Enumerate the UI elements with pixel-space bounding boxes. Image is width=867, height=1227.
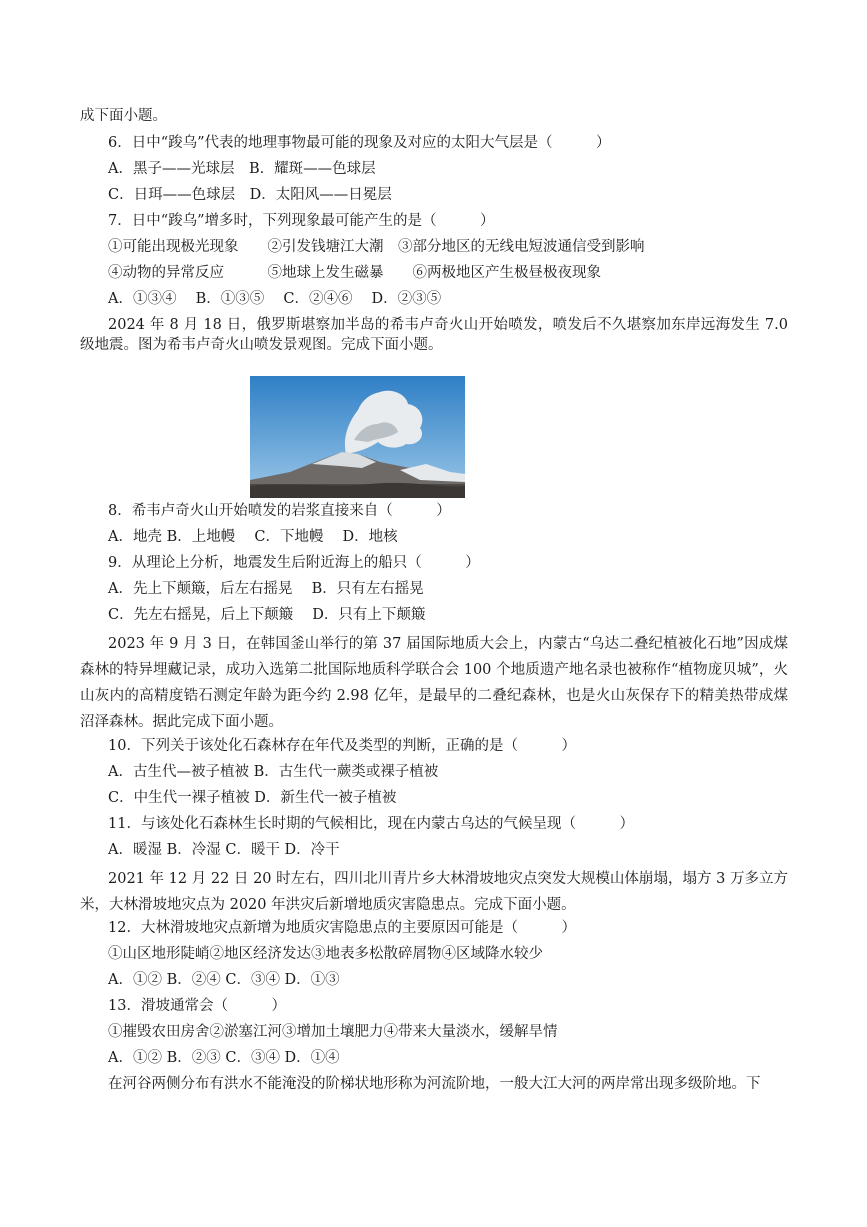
question-12: 12．大林滑坡地灾点新增为地质灾害隐患点的主要原因可能是（ ） [108,920,576,936]
question-6: 6．日中“踆乌”代表的地理事物最可能的现象及对应的太阳大气层是（ ） [108,135,611,151]
passage-river-terrace: 在河谷两侧分布有洪水不能淹没的阶梯状地形称为河流阶地，一般大江大河的两岸常出现多级阶地。下 [108,1076,761,1092]
question-7: 7．日中“踆乌”增多时，下列现象最可能产生的是（ ） [108,213,495,229]
question-13: 13．滑坡通常会（ ） [108,998,286,1014]
options-6a: A．黑子——光球层 B．耀斑——色球层 [108,161,376,177]
options-6b: C．日珥——色球层 D．太阳风——日冕层 [108,187,392,203]
question-8: 8．希韦卢奇火山开始喷发的岩浆直接来自（ ） [108,503,451,519]
text-line: 成下面小题。 [80,108,167,124]
options-11: A．暖湿 B．冷湿 C．暖干 D．冷干 [108,842,340,858]
statements-13: ①摧毁农田房舍②淤塞江河③增加土壤肥力④带来大量淡水，缓解旱情 [108,1024,558,1040]
question-10: 10．下列关于该处化石森林存在年代及类型的判断，正确的是（ ） [108,738,576,754]
options-7: A．①③④ B．①③⑤ C．②④⑥ D．②③⑤ [108,291,442,307]
statements-7b: ④动物的异常反应 ⑤地球上发生磁暴 ⑥两极地区产生极昼极夜现象 [108,265,601,281]
statements-7a: ①可能出现极光现象 ②引发钱塘江大潮 ③部分地区的无线电短波通信受到影响 [108,239,645,255]
options-13: A．①② B．②③ C．③④ D．①④ [108,1050,340,1066]
options-8: A．地壳 B．上地幔 C．下地幔 D．地核 [108,529,398,545]
volcano-eruption-photo [250,376,465,498]
options-10b: C．中生代一裸子植被 D．新生代一被子植被 [108,790,397,806]
options-9a: A．先上下颠簸，后左右摇晃 B．只有左右摇晃 [108,581,424,597]
passage-landslide: 2021 年 12 月 22 日 20 时左右，四川北川青片乡大林滑坡地灾点突发大规模山体崩塌，塌方 3 万多立方米，大林滑坡地灾点为 2020 年洪灾后新增地质灾害隐患点。完成下面小题。 [80,871,788,913]
question-11: 11．与该处化石森林生长时期的气候相比，现在内蒙古乌达的气候呈现（ ） [108,816,634,832]
options-10a: A．古生代—被子植被 B．古生代一蕨类或裸子植被 [108,764,439,780]
passage-volcano: 2024 年 8 月 18 日，俄罗斯堪察加半岛的希韦卢奇火山开始喷发，喷发后不久堪察加东岸远海发生 7.0 级地震。图为希韦卢奇火山喷发景观图。完成下面小题。 [80,317,788,353]
statements-12: ①山区地形陡峭②地区经济发达③地表多松散碎屑物④区域降水较少 [108,946,543,962]
options-12: A．①② B．②④ C．③④ D．①③ [108,972,340,988]
question-9: 9．从理论上分析，地震发生后附近海上的船只（ ） [108,555,480,571]
passage-fossil-forest: 2023 年 9 月 3 日，在韩国釜山举行的第 37 届国际地质大会上，内蒙古“乌达二叠纪植被化石地”因成煤森林的特异埋藏记录，成功入选第二批国际地质科学联合会 100 个地质遗产地名录也被称作“植物庞贝城”，火山灰内的高精度锆石测定年龄为距今约 2.98 亿年，是最早的二叠纪森林，也是火山灰保存下的精美热带成煤沼泽森林。据此完成下面小题。 [80,636,788,730]
options-9b: C．先左右摇晃，后上下颠簸 D．只有上下颠簸 [108,607,426,623]
